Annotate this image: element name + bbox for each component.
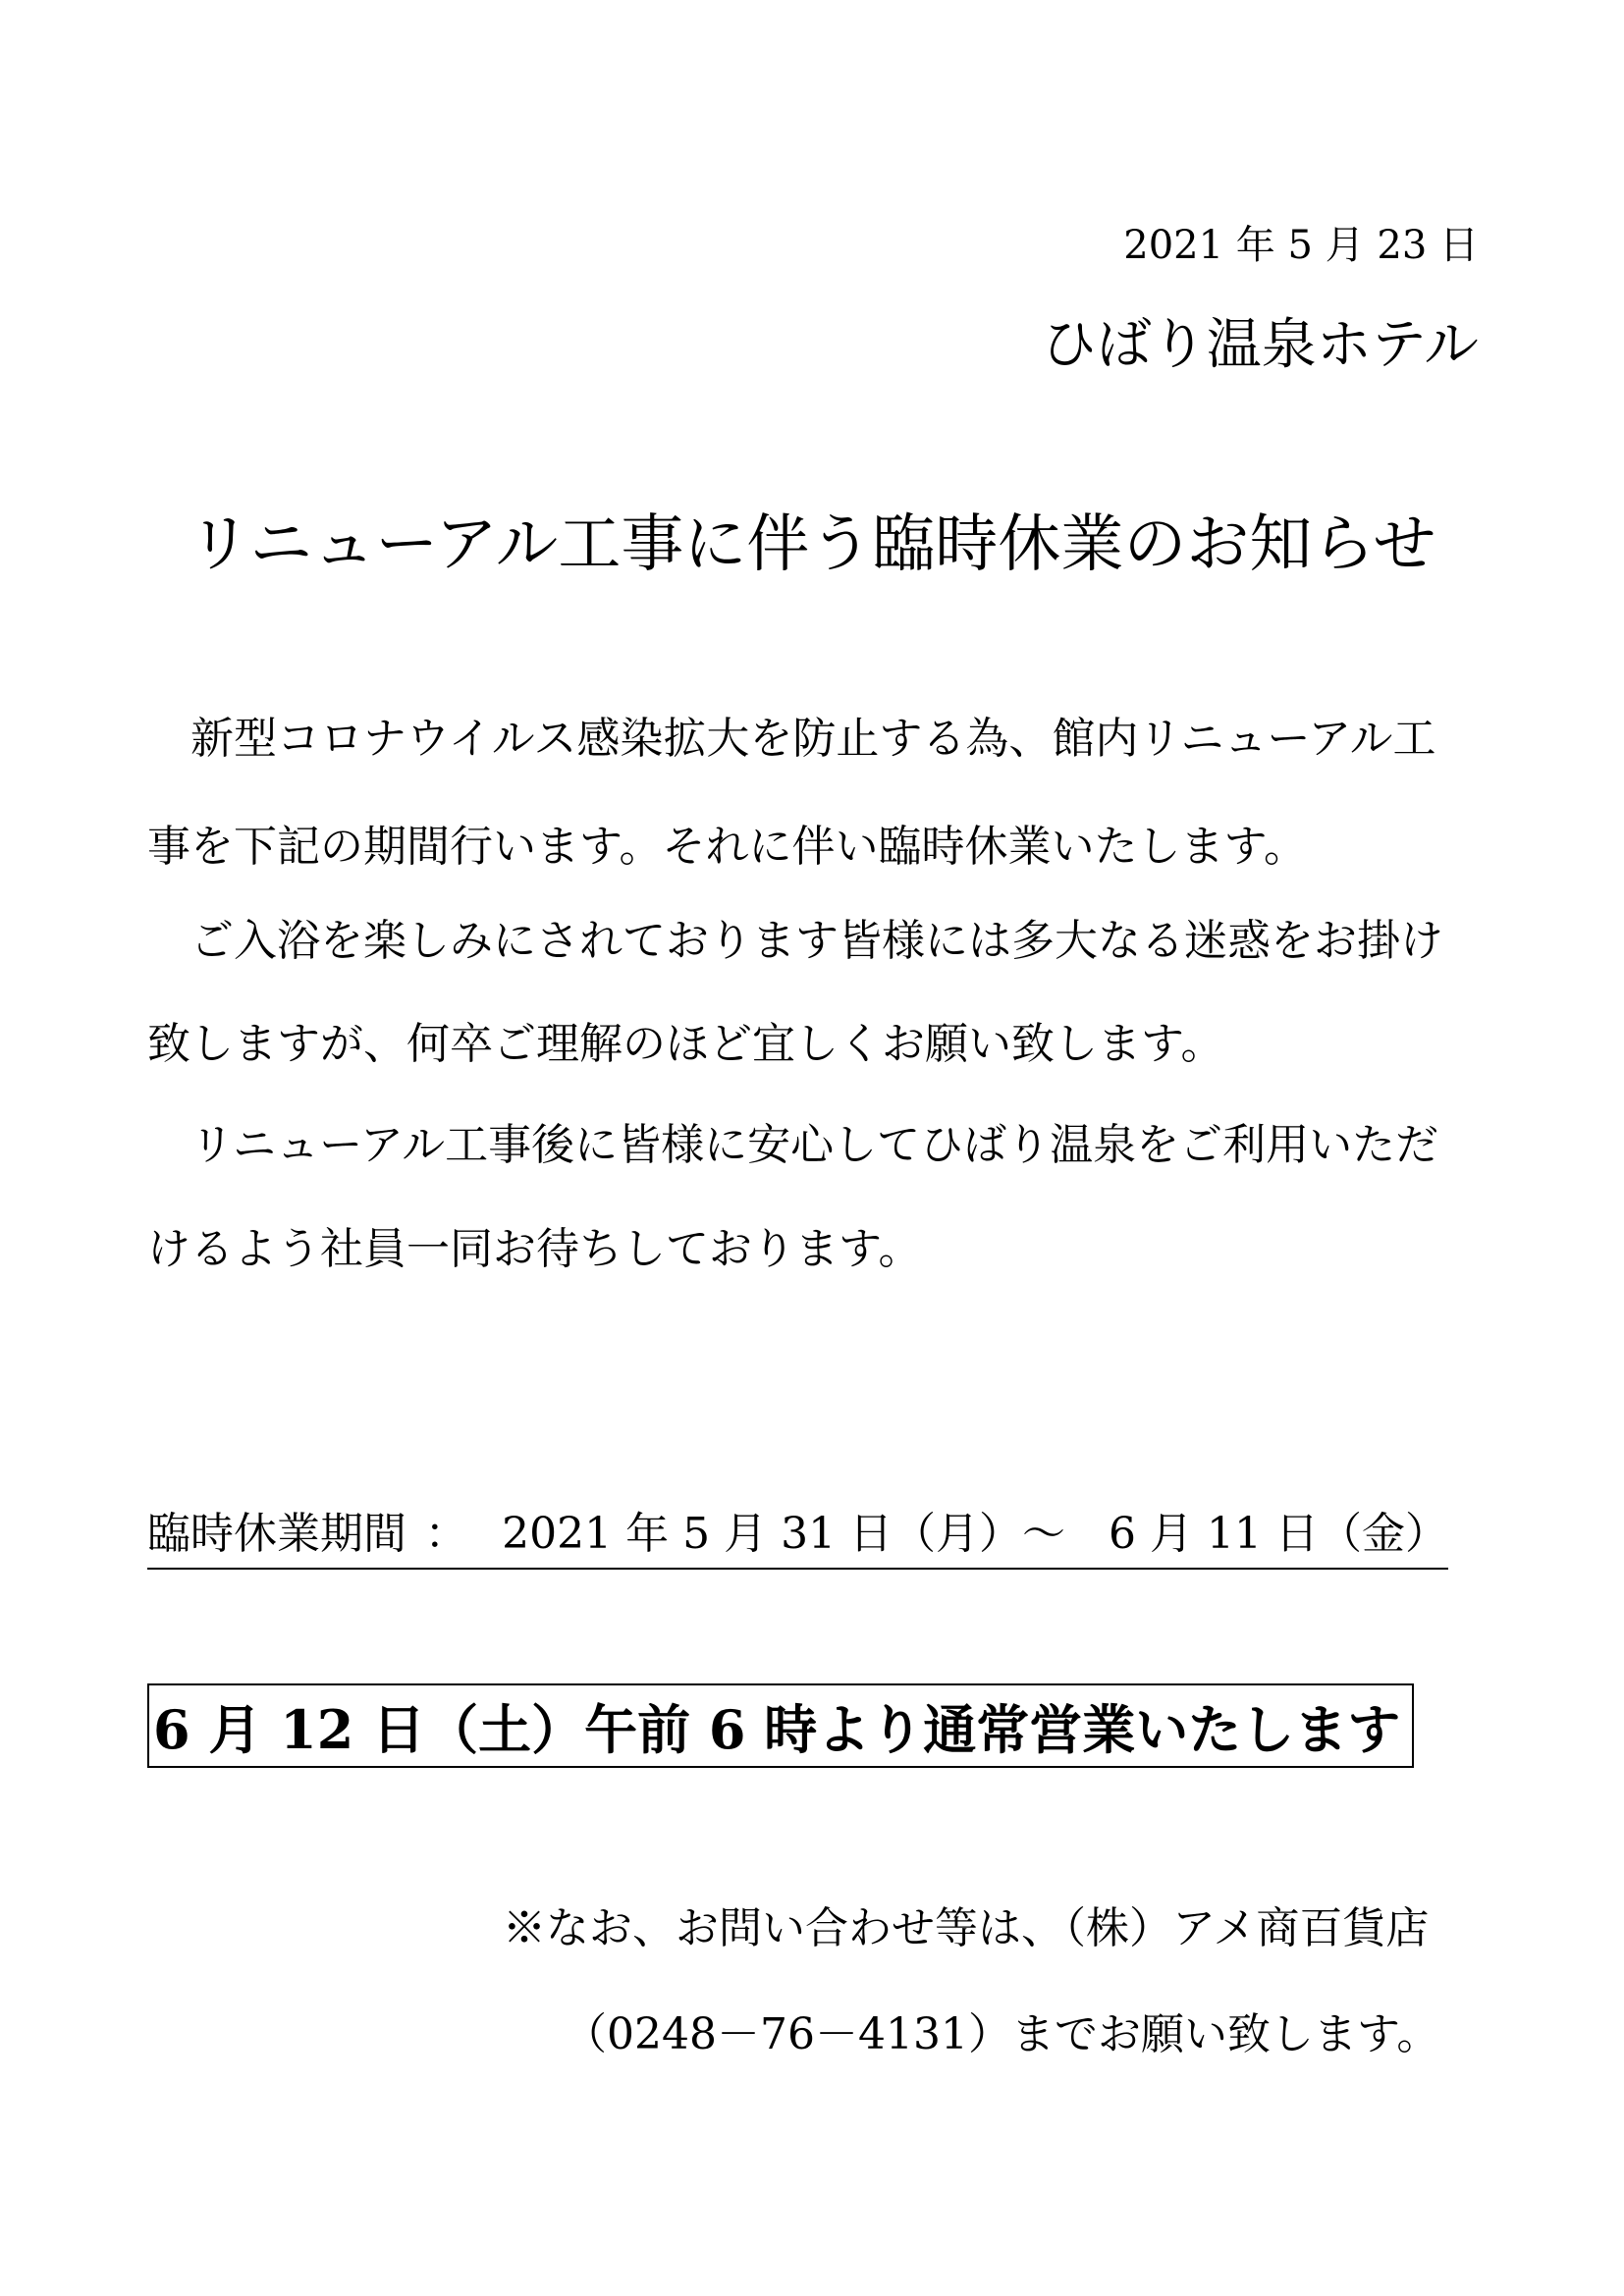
body-paragraph-3-line-2: けるよう社員一同お待ちしております。 — [147, 1224, 922, 1274]
notice-date: 2021 年 5 月 23 日 — [1123, 223, 1479, 268]
page-title: リニューアル工事に伴う臨時休業のお知らせ — [188, 508, 1436, 581]
contact-note-line-2: （0248－76－4131）までお願い致します。 — [564, 2009, 1440, 2059]
reopen-notice-box — [147, 1683, 1414, 1768]
body-paragraph-2-line-1: ご入浴を楽しみにされております皆様には多大なる迷惑をお掛け — [190, 916, 1443, 966]
closure-period-value: 2021 年 5 月 31 日（月）～ 6 月 11 日（金） — [502, 1509, 1448, 1559]
contact-note-line-1: ※なお、お問い合わせ等は、（株）アメ商百貨店 — [503, 1903, 1430, 1953]
body-paragraph-3-line-1: リニューアル工事後に皆様に安心してひばり温泉をご利用いただ — [190, 1120, 1439, 1170]
closure-period — [147, 1505, 1448, 1570]
body-paragraph-1-line-1: 新型コロナウイルス感染拡大を防止する為、館内リニューアル工 — [190, 714, 1436, 764]
organization-name: ひばり温泉ホテル — [1041, 313, 1479, 377]
reopen-notice-text: 6 月 12 日（土）午前 6 時より通常営業いたします — [153, 1697, 1401, 1761]
body-paragraph-1-line-2: 事を下記の期間行います。それに伴い臨時休業いたします。 — [147, 822, 1307, 872]
closure-period-label: 臨時休業期間 — [147, 1509, 406, 1559]
body-paragraph-2-line-2: 致しますが、何卒ご理解のほど宜しくお願い致します。 — [147, 1019, 1224, 1069]
closure-period-separator: ： — [424, 1509, 468, 1559]
